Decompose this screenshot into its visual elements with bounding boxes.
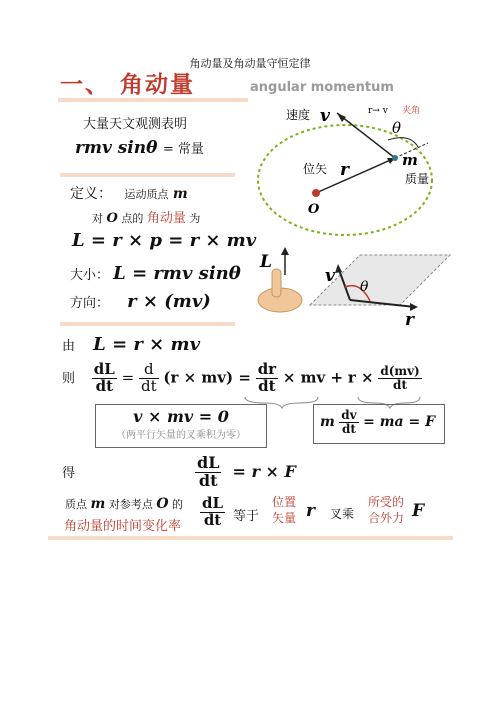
conclusion-equals: 等于	[233, 509, 260, 524]
conclusion-m: m	[90, 496, 106, 512]
dr-dt-fraction	[256, 362, 278, 395]
section-english: angular momentum	[250, 80, 394, 95]
dmv-dt-fraction	[378, 365, 421, 391]
divider-band-2	[60, 322, 235, 326]
term2-head: r ×	[347, 368, 374, 387]
conclusion-dt: dt	[203, 510, 222, 529]
result-row	[195, 455, 296, 490]
result-dL: dL	[197, 453, 220, 472]
origin-point	[312, 189, 320, 197]
angle-note-left: r→ v	[368, 106, 388, 116]
conclusion-force	[368, 494, 404, 526]
conclusion-force1: 所受的	[368, 495, 405, 509]
mass-point	[392, 155, 398, 161]
conclusion-line1a: 质点	[65, 498, 87, 511]
d-dt-fraction	[139, 362, 159, 395]
plane-r-label: r	[405, 310, 414, 330]
definition-label: 定义：	[70, 186, 112, 202]
d-denominator: dt	[140, 376, 157, 395]
then-row: 则 $\frac{dL}{dt}$ = $\frac{d}{dt}$ (r × mv) = $\frac{dr}{dt}$ × mv + r × $\frac{d(mv)}{dt}$	[62, 360, 420, 395]
from-equation: L = r × mv	[93, 334, 201, 355]
position-vector-line	[316, 158, 395, 193]
divider-band-3	[48, 536, 453, 540]
right-hand-diagram	[250, 245, 460, 330]
conclusion-fraction	[200, 496, 225, 529]
newton-law-box	[313, 404, 445, 444]
speed-label: 速度	[286, 108, 311, 122]
definition-m: m	[172, 186, 188, 202]
term1-tail: × mv +	[282, 368, 344, 387]
result-dt: dt	[198, 470, 218, 490]
conclusion-line2: 角动量的时间变化率	[64, 519, 182, 534]
definition-line2a: 对	[92, 212, 103, 225]
divider-band-1	[60, 173, 235, 177]
dL-dt-fraction	[92, 362, 117, 395]
direction-row	[70, 291, 211, 312]
conclusion-pos1: 位置	[272, 495, 297, 509]
result-dL-dt	[195, 455, 221, 490]
orbit-diagram	[250, 95, 450, 240]
observation-formula-right: = 常量	[162, 142, 204, 157]
definition-line2c: 为	[189, 212, 201, 225]
conclusion-line1c: 的	[172, 498, 184, 511]
direction-label: 方向：	[70, 296, 110, 311]
d-numerator: d	[139, 362, 159, 379]
box1-note: （两平行矢量的叉乘积为零）	[116, 430, 246, 441]
section-heading: 一、 角动量	[60, 72, 196, 98]
parallel-vector-box	[95, 404, 267, 448]
magnitude-row	[70, 263, 241, 284]
conclusion-force2: 合外力	[368, 511, 405, 525]
L-vector-arrow	[281, 247, 289, 255]
dL-numerator: dL	[93, 360, 115, 378]
conclusion-o: O	[156, 496, 169, 512]
mass-label: 质量	[405, 172, 430, 186]
conclusion-position	[272, 494, 296, 526]
conclusion-line1	[65, 496, 183, 512]
result-tail: = r × F	[232, 461, 296, 481]
then-label: 则	[62, 371, 76, 387]
definition-o: O	[106, 211, 118, 226]
definition-line2b: 点的	[121, 212, 144, 225]
page-title: 角动量及角动量守恒定律	[189, 57, 311, 70]
position-label: 位矢	[303, 162, 328, 176]
conclusion-r: r	[306, 501, 315, 521]
heading-underline	[58, 98, 248, 102]
dv-dt-fraction	[339, 409, 358, 435]
theta-label: θ	[392, 119, 402, 137]
dr-numerator: dr	[257, 360, 277, 378]
box2-m: m	[320, 414, 335, 431]
observation-text: 大量天文观测表明	[83, 117, 188, 132]
dv-numerator: dv	[341, 408, 357, 422]
direction-equation: r × (mv)	[127, 291, 211, 312]
box1-equation: v × mv = 0	[133, 407, 229, 426]
conclusion-dL-dt	[200, 496, 225, 529]
angle-note-right: 夹角	[402, 106, 421, 116]
conclusion-dL: dL	[202, 494, 224, 512]
velocity-vector-arrow	[337, 113, 346, 122]
velocity-vector-line	[337, 113, 395, 158]
dr-denominator: dt	[258, 376, 276, 395]
conclusion-line1b: 对参考点	[108, 498, 153, 511]
L-label: L	[260, 252, 272, 272]
definition-line1-text: 运动质点	[124, 188, 169, 201]
origin-label: O	[308, 202, 320, 217]
m-label: m	[402, 151, 418, 169]
dmv-denominator: dt	[393, 377, 407, 392]
plane-v-label: v	[325, 266, 335, 286]
get-label: 得	[62, 466, 76, 481]
observation-formula	[75, 138, 204, 158]
box2-row	[314, 405, 444, 439]
definition-equation: L = r × p = r × mv	[72, 230, 257, 251]
plane-v-arrow	[335, 264, 342, 273]
from-row	[62, 334, 200, 355]
conclusion-F: F	[412, 501, 425, 521]
dv-denominator: dt	[342, 421, 356, 436]
v-label: v	[320, 106, 330, 126]
magnitude-equation: L = rmv sinθ	[113, 263, 241, 284]
observation-formula-left: rmv sinθ	[75, 138, 158, 158]
definition-line1	[70, 183, 188, 203]
magnitude-label: 大小：	[70, 268, 110, 283]
r-label: r	[340, 160, 349, 180]
dmv-numerator: d(mv)	[380, 364, 420, 379]
conclusion-cross: 叉乘	[330, 507, 355, 521]
definition-angular-momentum: 角动量	[146, 211, 186, 226]
definition-line2	[92, 207, 200, 226]
dL-denominator: dt	[95, 376, 114, 395]
from-label: 由	[62, 339, 76, 354]
box2-tail: = ma = F	[363, 414, 436, 431]
hand-thumb	[272, 269, 281, 297]
conclusion-pos2: 矢量	[272, 511, 297, 525]
plane-theta-label: θ	[360, 279, 369, 295]
then-mid: (r × mv) =	[163, 368, 251, 387]
